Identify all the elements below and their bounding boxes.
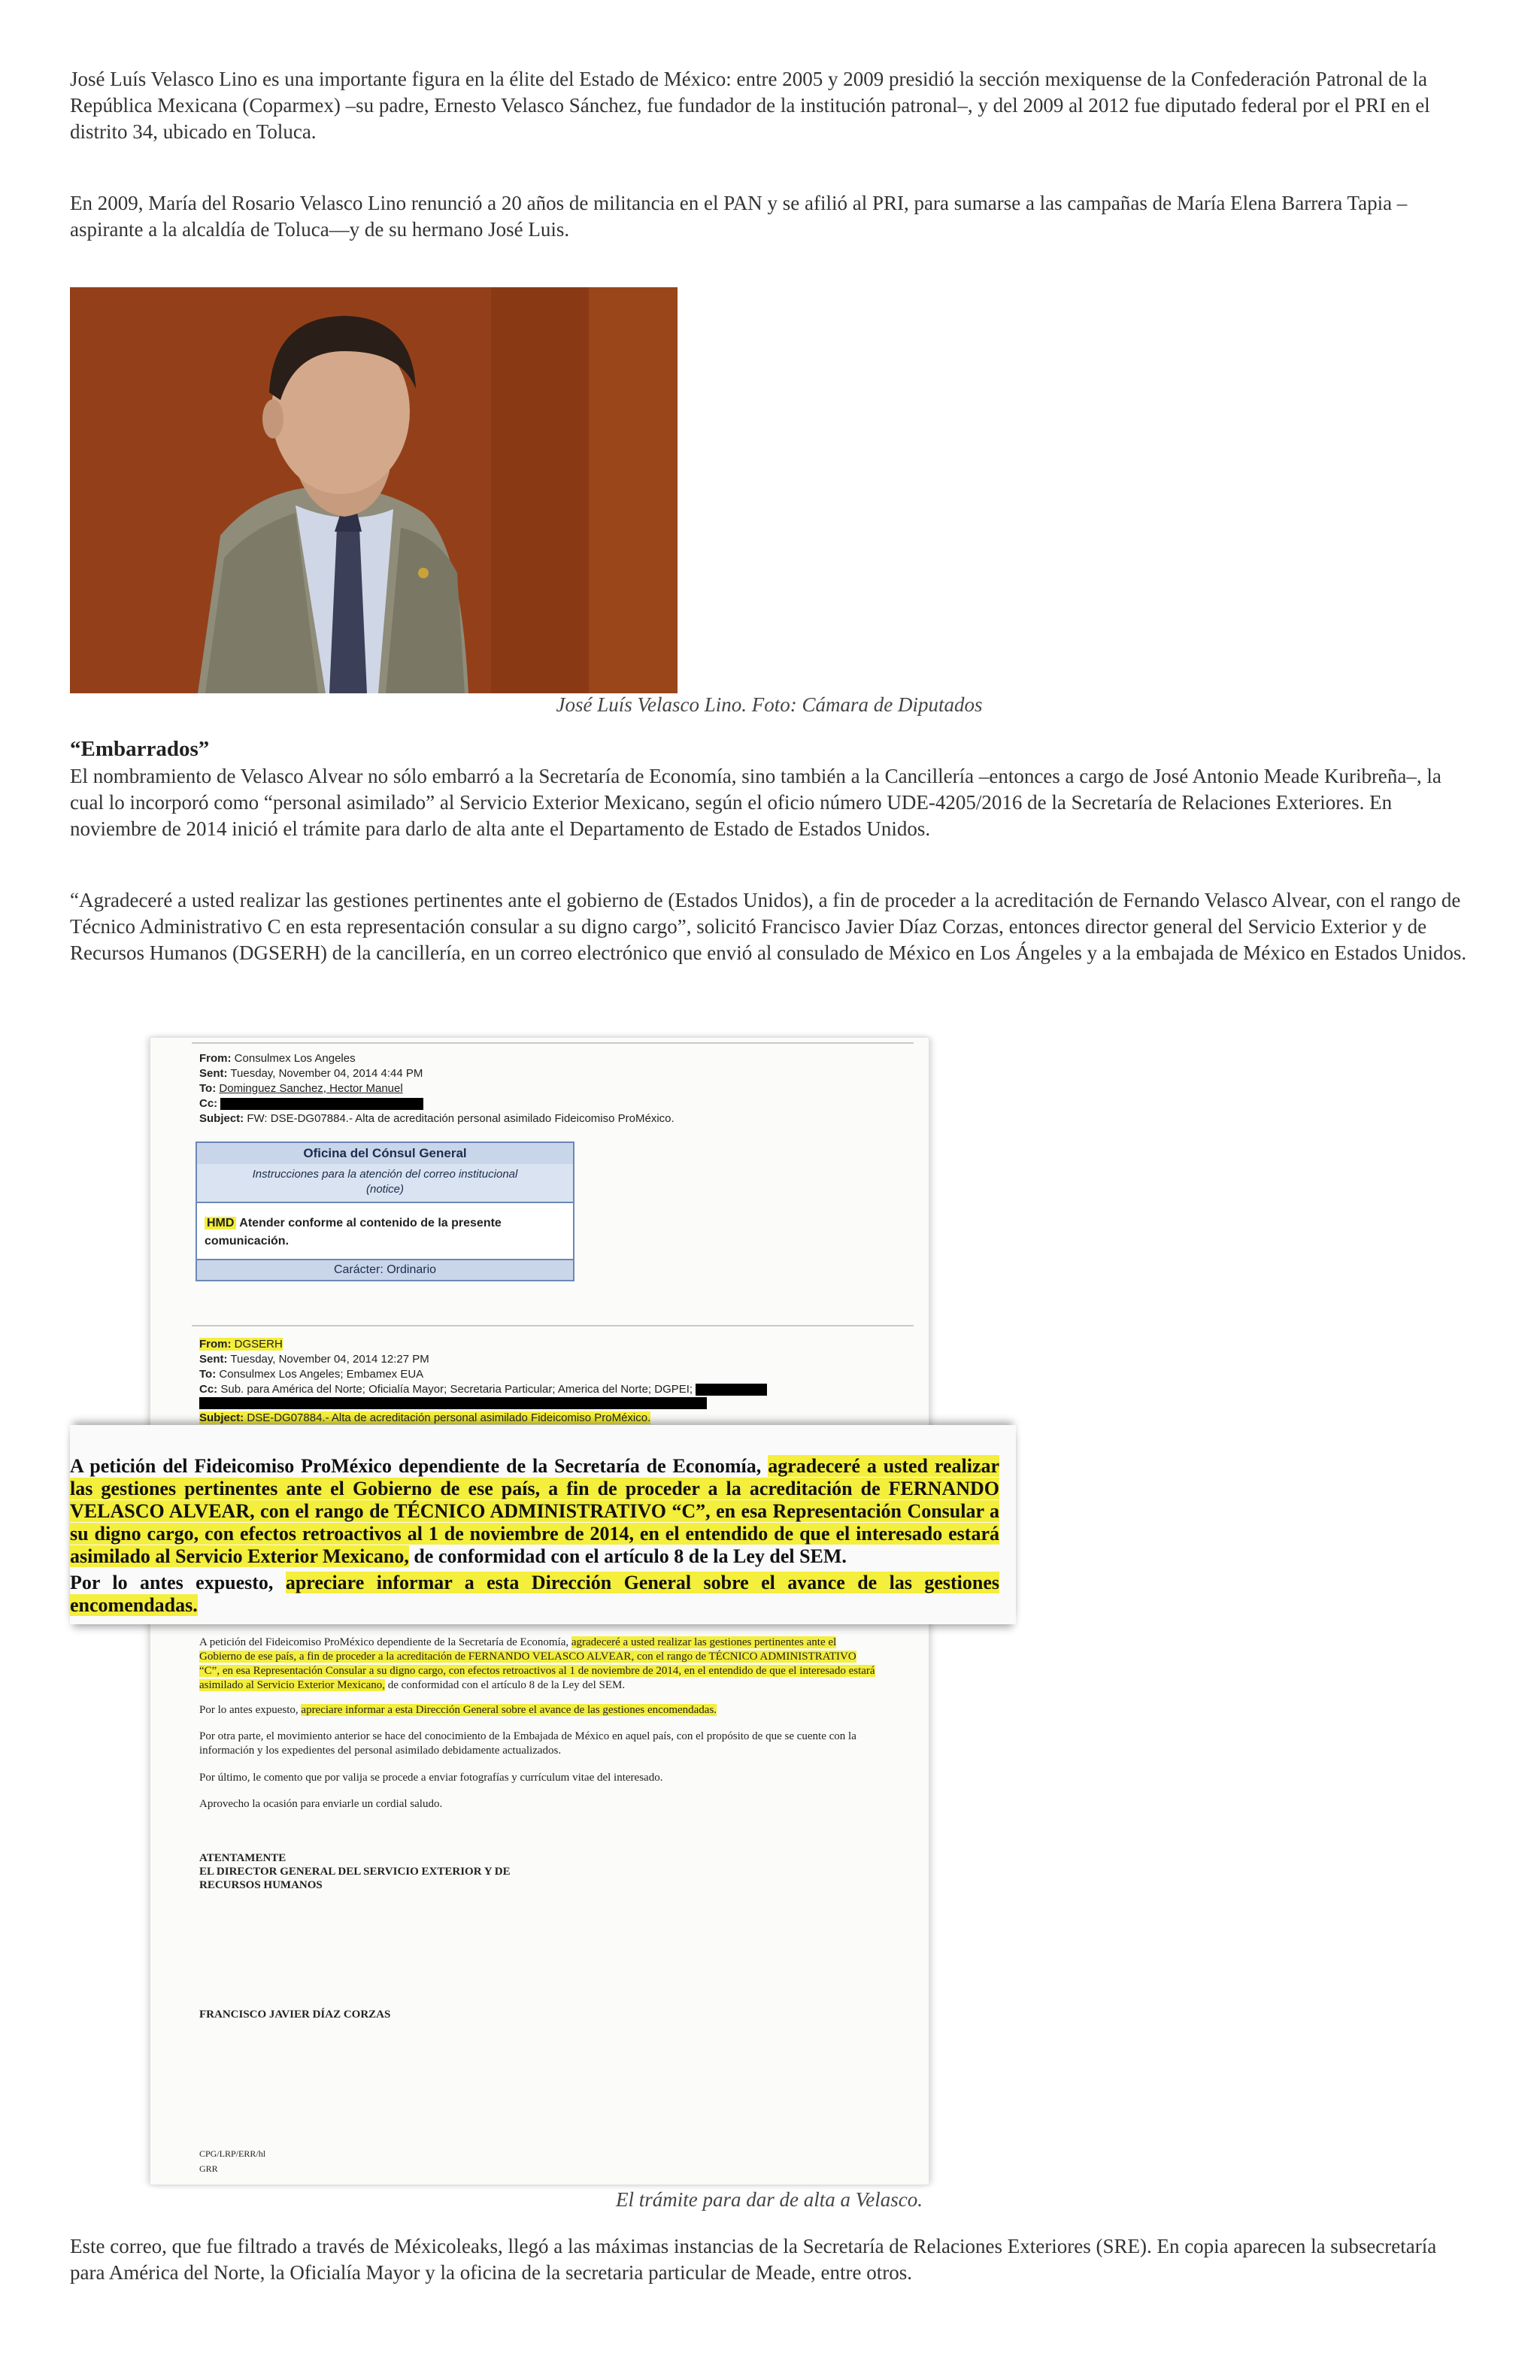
notice-subtitle: Instrucciones para la atención del correo institucional (notice) (197, 1164, 573, 1203)
letter-paragraph-2: Por lo antes expuesto, apreciare informar a esta Dirección General sobre el avance de las gestiones encomendadas. (199, 1704, 717, 1716)
notice-character: Carácter: Ordinario (197, 1259, 573, 1280)
redaction-row (199, 1396, 707, 1411)
email1-subject: Subject: FW: DSE-DG07884.- Alta de acreditación personal asimilado Fideicomiso ProMéxico. (199, 1112, 675, 1125)
letter-paragraph-3: Por otra parte, el movimiento anterior se hace del conocimiento de la Embajada de México en aquel país, con el propósito de que se cuente con la información y los expedientes del personal asimilado debidamente actualizados. (199, 1730, 856, 1757)
divider (192, 1325, 914, 1326)
email1-sent: Sent: Tuesday, November 04, 2014 4:44 PM (199, 1067, 423, 1080)
photo-caption: José Luís Velasco Lino. Foto: Cámara de Diputados (556, 693, 983, 716)
email2-cc: Cc: Sub. para América del Norte; Oficialía Mayor; Secretaria Particular; America del Norte; DGPEI; (199, 1382, 767, 1397)
portrait-photo (70, 287, 678, 693)
notice-title: Oficina del Cónsul General (197, 1143, 573, 1164)
zoomed-excerpt (70, 1425, 1016, 1624)
article-paragraph-1: José Luís Velasco Lino es una importante figura en la élite del Estado de México: entre 2005 y 2009 presidió la sección mexiquense de la Confederación Patronal de la República Mexicana (Coparmex) –su padre, Ernesto Velasco Sánchez, fue fundador de la institución patronal–, y del 2009 al 2012 fue diputado federal por el PRI en el distrito 34, ubicado en Toluca. (70, 68, 1430, 143)
signer-name: FRANCISCO JAVIER DÍAZ CORZAS (199, 2009, 391, 2021)
section-heading: “Embarrados” (70, 737, 210, 761)
redaction-bar (696, 1384, 767, 1396)
email1-to: To: Dominguez Sanchez, Hector Manuel (199, 1082, 403, 1095)
email2-sent: Sent: Tuesday, November 04, 2014 12:27 PM (199, 1353, 429, 1366)
article-paragraph-2: En 2009, María del Rosario Velasco Lino renunció a 20 años de militancia en el PAN y se afilió al PRI, para sumarse a las campañas de María Elena Barrera Tapia –aspirante a la alcaldía de Toluca—y de su hermano José Luis. (70, 192, 1408, 241)
email2-from: From: DGSERH (199, 1338, 283, 1351)
email1-cc: Cc: (199, 1096, 423, 1111)
initials-1: CPG/LRP/ERR/hl (199, 2148, 266, 2159)
zoomed-paragraph-1: A petición del Fideicomiso ProMéxico dependiente de la Secretaría de Economía, agradeceré a usted realizar las gestiones pertinentes ante el Gobierno de ese país, a fin de proceder a la acreditación de FERNANDO VELASCO ALVEAR, con el rango de TÉCNICO ADMINISTRATIVO “C”, en esa Representación Consular a su digno cargo, con efectos retroactivos al 1 de noviembre de 2014, en el entendido de que el interesado estará asimilado al Servicio Exterior Mexicano, de conformidad con el artículo 8 de la Ley del SEM. (70, 1455, 1000, 1567)
closing-title-1: EL DIRECTOR GENERAL DEL SERVICIO EXTERIOR Y DE (199, 1866, 511, 1878)
letter-paragraph-4: Por último, le comento que por valija se procede a enviar fotografías y currículum vitae del interesado. (199, 1772, 663, 1784)
consul-notice-box (196, 1141, 574, 1281)
initials-2: GRR (199, 2163, 218, 2174)
closing-title-2: RECURSOS HUMANOS (199, 1879, 323, 1891)
article-paragraph-3: El nombramiento de Velasco Alvear no sólo embarró a la Secretaría de Economía, sino también a la Cancillería –entonces a cargo de José Antonio Meade Kuribreña–, la cual lo incorporó como “personal asimilado” al Servicio Exterior Mexicano, según el oficio número UDE-4205/2016 de la Secretaría de Relaciones Exteriores. En noviembre de 2014 inició el trámite para darlo de alta ante el Departamento de Estado de Estados Unidos. (70, 765, 1441, 840)
notice-instruction: HMD Atender conforme al contenido de la presente comunicación. (205, 1217, 502, 1248)
article-paragraph-4: “Agradeceré a usted realizar las gestiones pertinentes ante el gobierno de (Estados Unidos), a fin de proceder a la acreditación de Fernando Velasco Alvear, con el rango de Técnico Administrativo C en esta representación consular a su digno cargo”, solicitó Francisco Javier Díaz Corzas, entonces director general del Servicio Exterior y de Recursos Humanos (DGSERH) de la cancillería, en un correo electrónico que envió al consulado de México en Los Ángeles y a la embajada de México en Estados Unidos. (70, 889, 1467, 964)
email2-subject: Subject: DSE-DG07884.- Alta de acreditación personal asimilado Fideicomiso ProMéxico. (199, 1411, 651, 1424)
zoomed-paragraph-2: Por lo antes expuesto, apreciare informar a esta Dirección General sobre el avance de las gestiones encomendadas. (70, 1572, 1000, 1616)
redaction-bar (220, 1098, 423, 1110)
document-caption: El trámite para dar de alta a Velasco. (616, 2188, 923, 2211)
email1-from: From: Consulmex Los Angeles (199, 1052, 356, 1065)
letter-paragraph-5: Aprovecho la ocasión para enviarle un cordial saludo. (199, 1798, 443, 1810)
closing-attentamente: ATENTAMENTE (199, 1852, 286, 1864)
article-paragraph-5: Este correo, que fue filtrado a través de Méxicoleaks, llegó a las máximas instancias de la Secretaría de Relaciones Exteriores (SRE). En copia aparecen la subsecretaría para América del Norte, la Oficialía Mayor y la oficina de la secretaria particular de Meade, entre otros. (70, 2235, 1437, 2284)
email2-to: To: Consulmex Los Angeles; Embamex EUA (199, 1368, 424, 1381)
divider (192, 1042, 914, 1044)
redaction-bar (199, 1397, 707, 1409)
letter-paragraph-1: A petición del Fideicomiso ProMéxico dependiente de la Secretaría de Economía, agradeceré a usted realizar las gestiones pertinentes ante el Gobierno de ese país, a fin de proceder a la acreditación de FERNANDO VELASCO ALVEAR, con el rango de TÉCNICO ADMINISTRATIVO “C”, en esa Representación Consular a su digno cargo, con efectos retroactivos al 1 de noviembre de 2014, en el entendido de que el interesado estará asimilado al Servicio Exterior Mexicano, de conformidad con el artículo 8 de la Ley del SEM. (199, 1636, 875, 1691)
